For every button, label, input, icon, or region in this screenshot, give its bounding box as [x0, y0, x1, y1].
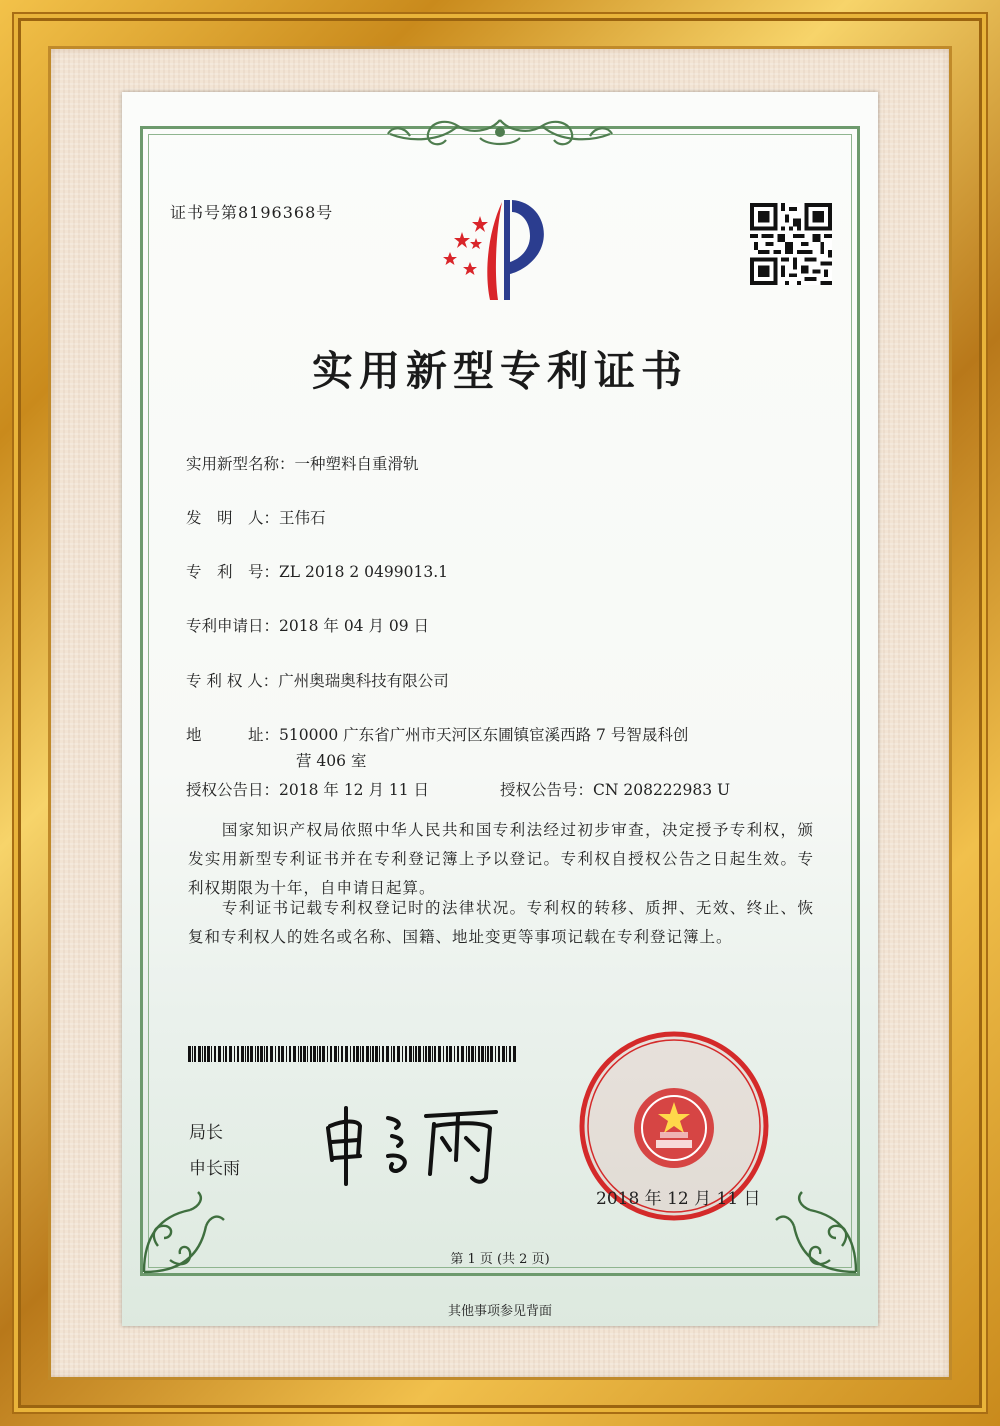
grant-date-row [186, 778, 429, 800]
patent-number-label: 专 利 号： [186, 563, 280, 581]
top-ornament-icon [370, 112, 630, 156]
utility-model-name-value: 一种塑料自重滑轨 [294, 455, 419, 473]
inventor-row [186, 506, 326, 528]
grant-number-value: CN 208222983 U [593, 781, 731, 799]
patent-number-value: ZL 2018 2 0499013.1 [279, 563, 448, 581]
certificate-title: 实用新型专利证书 [312, 347, 688, 395]
cnipa-logo-icon [440, 192, 560, 304]
inventor-value: 王伟石 [279, 509, 326, 527]
address-row [186, 723, 688, 745]
director-title: 局长 [189, 1123, 223, 1143]
address-line-1: 510000 广东省广州市天河区东圃镇宦溪西路 7 号智晟科创 [279, 726, 689, 744]
patentee-value: 广州奥瑞奥科技有限公司 [278, 672, 449, 690]
footer-note: 其他事项参见背面 [447, 1304, 552, 1319]
filing-date-row [186, 614, 429, 636]
legal-status-paragraph: 专利证书记载专利权登记时的法律状况。专利权的转移、质押、无效、终止、恢复和专利权人的姓名或名称、国籍、地址变更等事项记载在专利登记簿上。 [188, 899, 814, 946]
certificate-number: 证书号第8196368号 [170, 203, 334, 222]
seal-date: 2018 年 12 月 11 日 [596, 1189, 761, 1209]
barcode-icon [188, 1046, 518, 1062]
grant-number-label: 授权公告号： [500, 781, 594, 799]
signature-icon [318, 1098, 508, 1188]
qr-code-icon [750, 203, 832, 285]
grant-date-label: 授权公告日： [186, 781, 280, 799]
utility-model-name-label: 实用新型名称： [186, 455, 295, 473]
page-indicator: 第 1 页 (共 2 页) [450, 1252, 550, 1267]
grant-date-value: 2018 年 12 月 11 日 [279, 781, 430, 799]
filing-date-value: 2018 年 04 月 09 日 [279, 617, 430, 635]
director-name: 申长雨 [189, 1159, 240, 1179]
patentee-label: 专 利 权 人： [186, 672, 279, 690]
grant-statement-paragraph: 国家知识产权局依照中华人民共和国专利法经过初步审查，决定授予专利权，颁发实用新型专利证书并在专利登记簿上予以登记。专利权自授权公告之日起生效。专利权期限为十年，自申请日起算。 [188, 821, 814, 897]
patentee-row [186, 669, 449, 691]
inventor-label: 发 明 人： [186, 509, 280, 527]
address-line-2: 营 406 室 [296, 752, 367, 770]
patent-number-row [186, 560, 448, 582]
grant-number-row [500, 778, 730, 800]
filing-date-label: 专利申请日： [186, 617, 280, 635]
address-label: 地 址： [186, 726, 280, 744]
utility-model-name-row [186, 452, 419, 474]
